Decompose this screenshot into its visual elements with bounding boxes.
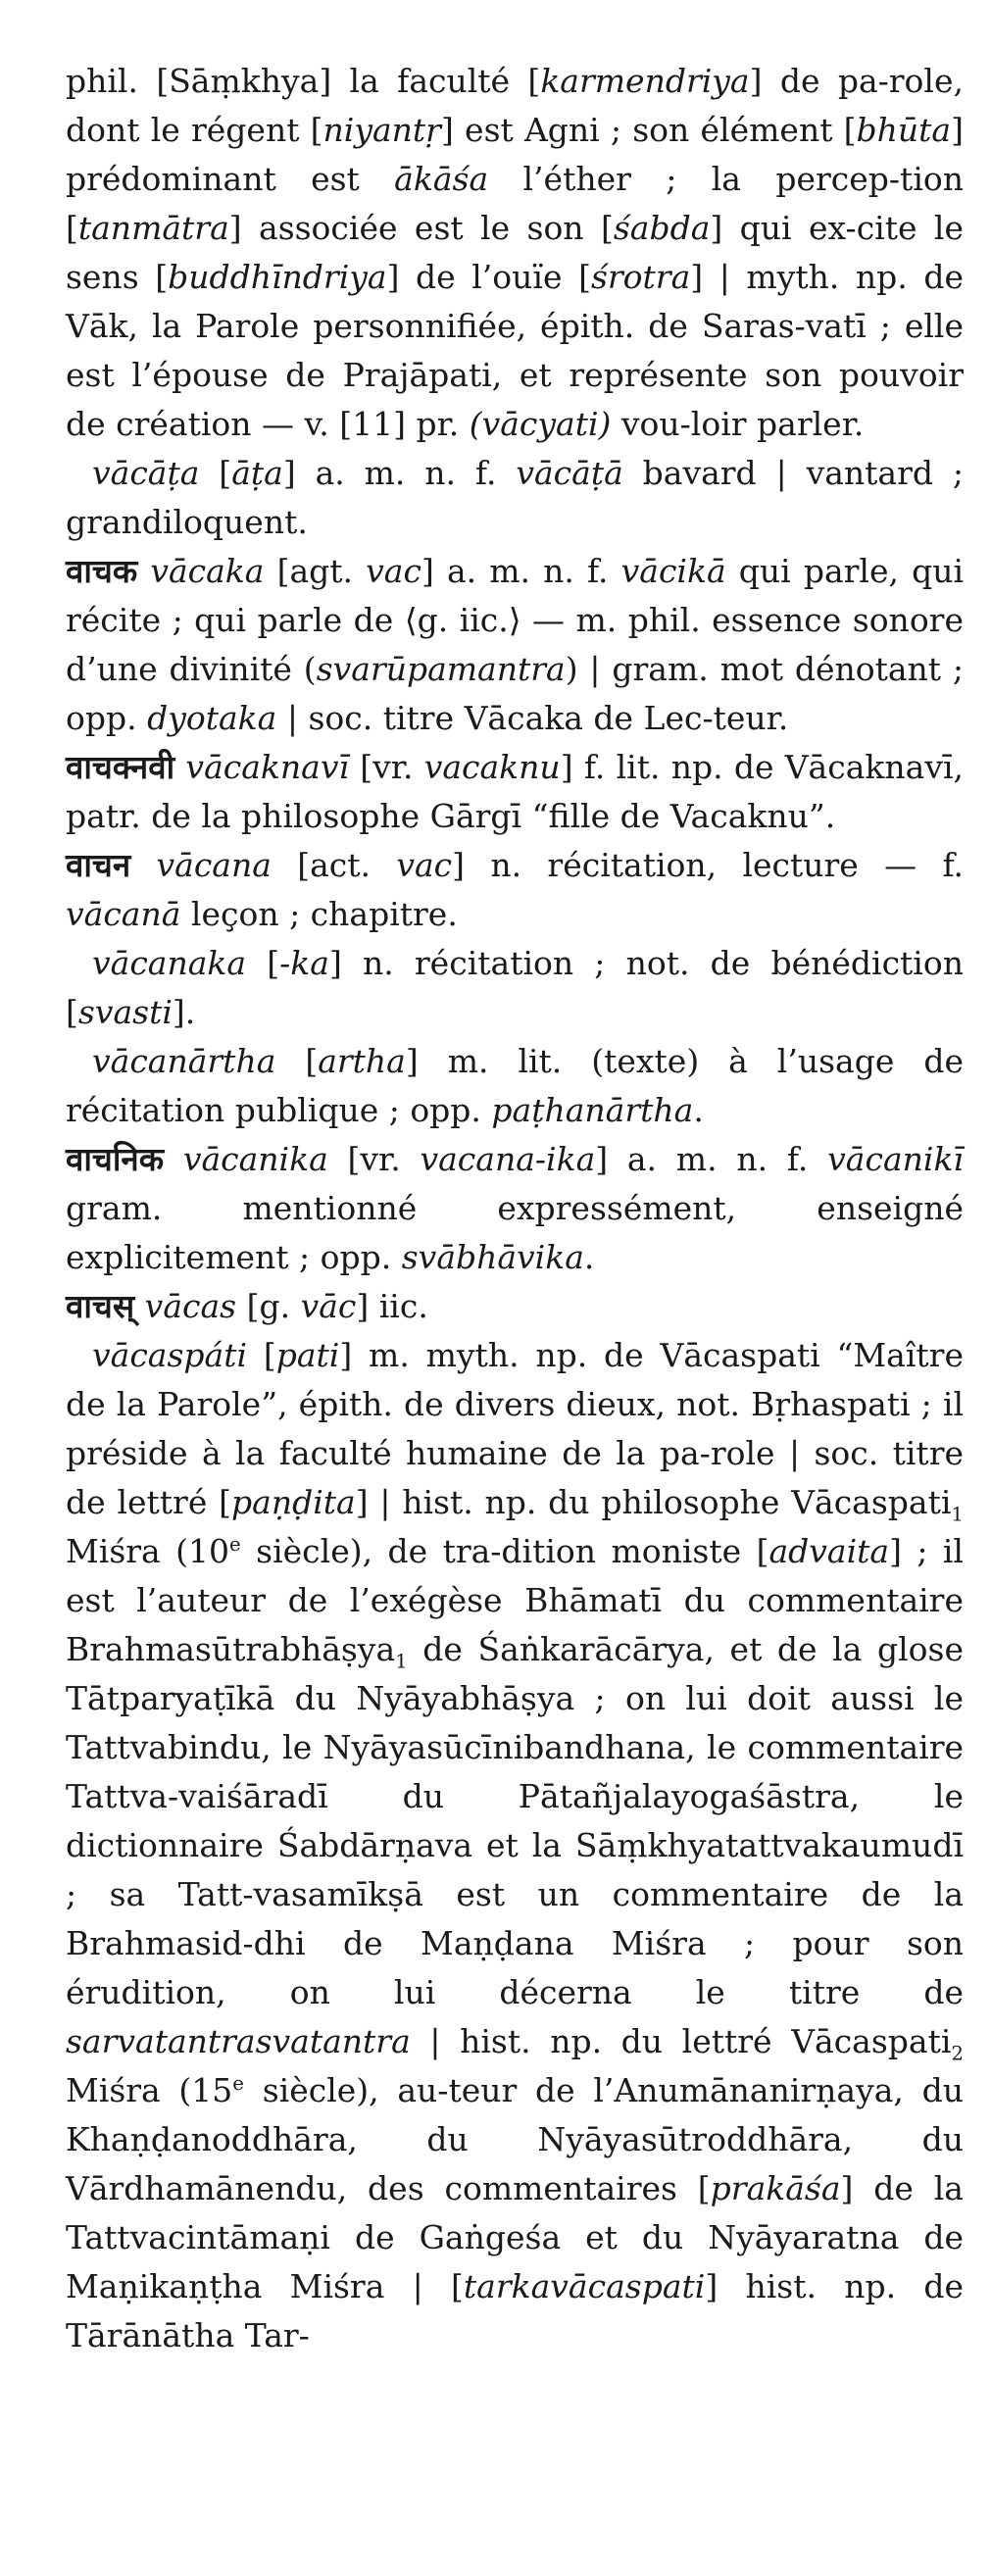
entry-vak-continuation [66, 57, 964, 449]
italic-term: tarkavācaspati [463, 2267, 706, 2305]
italic-term: vacana-ika [420, 1140, 596, 1178]
entry-text: siècle), au-teur de l’Anumānanirṇaya, du Khaṇḍanoddhāra, du Nyāyasūtroddhāra, du Vārdhamānendu, des commentaires [ [66, 2071, 964, 2207]
italic-term: vācanikī [827, 1140, 964, 1178]
entry-text: ] de pa-role, dont le régent [ [66, 62, 964, 149]
entry-vacanartha [66, 1037, 964, 1135]
entry-text: ] | hist. np. du philosophe Vācaspati [355, 1483, 952, 1521]
entry-text [164, 1140, 183, 1178]
italic-term: niyantṛ [322, 111, 441, 149]
entry-text: | soc. titre Vācaka de Lec-teur. [276, 699, 789, 737]
entry-vacanaka [66, 939, 964, 1037]
italic-term: artha [318, 1042, 406, 1080]
entry-text: ] f. lit. np. de Vācaknavī, patr. de la philosophe Gārgī “fille de Vacaknu”. [66, 748, 965, 835]
italic-term: vācaka [150, 552, 265, 590]
entry-text: ] n. récitation ; not. de bénédiction [ [66, 944, 964, 1031]
entry-text: ] m. lit. (texte) à l’usage de récitation publique ; opp. [66, 1042, 964, 1129]
entry-text: ] est Agni ; son élément [ [440, 111, 857, 149]
entry-vacanika [66, 1135, 964, 1282]
entry-text: ] m. myth. np. de Vācaspati “Maître de la Parole”, épith. de divers dieux, not. Bṛhaspati ; il préside à la faculté humaine de la pa-role | soc. titre de lettré [ [66, 1336, 964, 1521]
entry-text: [vr. [349, 748, 424, 786]
subscript-index: 2 [951, 2042, 964, 2065]
italic-term: tanmātra [77, 209, 229, 247]
entry-text: [vr. [327, 1140, 421, 1178]
entry-text: ] de la Tattvacintāmaṇi de Gaṅgeśa et du Nyāyaratna de Maṇikaṇṭha Miśra | [ [66, 2169, 964, 2305]
italic-term: pati [275, 1336, 340, 1374]
entry-text: phil. [Sāṃkhya] la faculté [ [66, 62, 541, 100]
entry-text: ] ; il est l’auteur de l’exégèse Bhāmatī du commentaire Brahmasūtrabhāṣya [66, 1532, 964, 1668]
entry-text: bavard | vantard ; grandiloquent. [66, 454, 964, 541]
entry-text: vou-loir parler. [611, 405, 865, 443]
superscript-ordinal: e [232, 2072, 245, 2095]
entry-text: [act. [271, 846, 397, 884]
italic-term: vācāṭa [92, 454, 200, 492]
headword-devanagari: वाचनिक [66, 1140, 165, 1178]
entry-text: ] iic. [356, 1287, 428, 1325]
entry-text: ] n. récitation, lecture — f. [452, 846, 964, 884]
entry-vacana [66, 841, 964, 939]
entry-text: siècle), de tra-dition moniste [ [240, 1532, 769, 1570]
italic-term: vac [396, 846, 453, 884]
entry-text: [ [246, 944, 280, 982]
entry-text: l’éther ; la percep-tion [ [66, 160, 964, 247]
entry-text: . [693, 1091, 704, 1129]
italic-term: -ka [279, 944, 329, 982]
entry-text: de Śaṅkarācārya, et de la glose Tātparyaṭīkā du Nyāyabhāṣya ; on lui doit aussi le Tattvabindu, le Nyāyasūcīnibandhana, le commentaire Tattva-vaiśāradī du Pātañjalayogaśāstra, le dictionnaire Śabdārṇava et la Sāṃkhyatattvakaumudī ; sa Tatt-vasamīkṣā est un commentaire de la Brahmasid-dhi de Maṇḍana Miśra ; pour son érudition, on lui décerna le titre de [66, 1630, 964, 2011]
italic-term: vācanārtha [92, 1042, 276, 1080]
entry-text: ]. [172, 993, 196, 1031]
italic-term: ākāśa [394, 160, 489, 198]
italic-term: svasti [77, 993, 173, 1031]
entry-text: ] hist. np. de Tārānātha Tar- [66, 2267, 964, 2354]
entry-text: ] a. m. n. f. [282, 454, 517, 492]
entry-text: | hist. np. du lettré Vācaspati [410, 2022, 952, 2060]
entry-text: ] | myth. np. de Vāk, la Parole personnifiée, épith. de Saras-vatī ; elle est l’épouse de Prajāpati, et représente son pouvoir de création — v. [11] pr. [66, 258, 964, 443]
italic-term: prakāśa [710, 2169, 841, 2207]
entry-text [130, 846, 156, 884]
entry-vacaknavi [66, 743, 964, 841]
entry-text: ] a. m. n. f. [421, 552, 621, 590]
entry-text: [ [199, 454, 232, 492]
entry-text: leçon ; chapitre. [180, 895, 458, 933]
italic-term: vāc [300, 1287, 357, 1325]
entry-text: . [583, 1238, 595, 1276]
italic-term: śabda [613, 209, 711, 247]
italic-term: vācaknavī [185, 748, 350, 786]
entry-text [137, 552, 150, 590]
headword-devanagari: वाचस् [66, 1287, 135, 1325]
italic-term: svābhāvika [401, 1238, 584, 1276]
entry-text: ] de l’ouïe [ [386, 258, 591, 296]
entry-text: ] qui ex-cite le sens [ [66, 209, 964, 296]
entry-text [134, 1287, 145, 1325]
italic-term: buddhīndriya [168, 258, 387, 296]
italic-term: śrotra [590, 258, 691, 296]
entry-vacaka [66, 547, 964, 743]
italic-term: vācikā [620, 552, 726, 590]
entry-text: gram. mentionné expressément, enseigné explicitement ; opp. [66, 1189, 964, 1276]
subscript-index: 1 [395, 1650, 408, 1673]
headword-devanagari: वाचक्नवी [66, 748, 175, 786]
italic-term: bhūta [856, 111, 952, 149]
italic-term: vācas [144, 1287, 237, 1325]
italic-term: vācanā [66, 895, 181, 933]
entry-vacas [66, 1282, 964, 1331]
subscript-index: 1 [951, 1503, 964, 1526]
italic-term: paṭhanārtha [491, 1091, 694, 1129]
entry-text: qui parle, qui récite ; qui parle de ⟨g. iic.⟩ — m. phil. essence sonore d’une divinité ( [66, 552, 965, 688]
italic-term: vācanaka [92, 944, 247, 982]
italic-term: karmendriya [540, 62, 750, 100]
italic-term: dyotaka [147, 699, 277, 737]
italic-term: vācaspáti [92, 1336, 248, 1374]
entry-vacaspati [66, 1331, 964, 2360]
entry-text: [ [275, 1042, 319, 1080]
entry-text: ] a. m. n. f. [595, 1140, 828, 1178]
entry-text: ] associée est le son [ [228, 209, 614, 247]
italic-term: vac [366, 552, 421, 590]
italic-term: vācāṭā [516, 454, 623, 492]
entry-text [174, 748, 185, 786]
italic-term: āṭa [231, 454, 283, 492]
entry-text: [agt. [264, 552, 367, 590]
italic-term: sarvatantrasvatantra [66, 2022, 411, 2060]
italic-term: vācanika [182, 1140, 328, 1178]
italic-term: vācana [156, 846, 272, 884]
entry-text: Miśra (10 [66, 1532, 230, 1570]
superscript-ordinal: e [229, 1533, 241, 1556]
entry-text: ) | gram. mot dénotant ; opp. [66, 650, 965, 737]
entry-text: [g. [236, 1287, 301, 1325]
entry-text: Miśra (15 [66, 2071, 233, 2109]
italic-term: advaita [768, 1532, 890, 1570]
entry-text: [ [247, 1336, 276, 1374]
italic-term: paṇḍita [231, 1483, 356, 1521]
italic-term: (vācyati) [469, 405, 612, 443]
entry-text: ] prédominant est [66, 111, 964, 198]
italic-term: vacaknu [423, 748, 561, 786]
headword-devanagari: वाचक [66, 552, 138, 590]
entry-vacata [66, 449, 964, 547]
italic-term: svarūpamantra [316, 650, 566, 688]
headword-devanagari: वाचन [66, 846, 131, 884]
